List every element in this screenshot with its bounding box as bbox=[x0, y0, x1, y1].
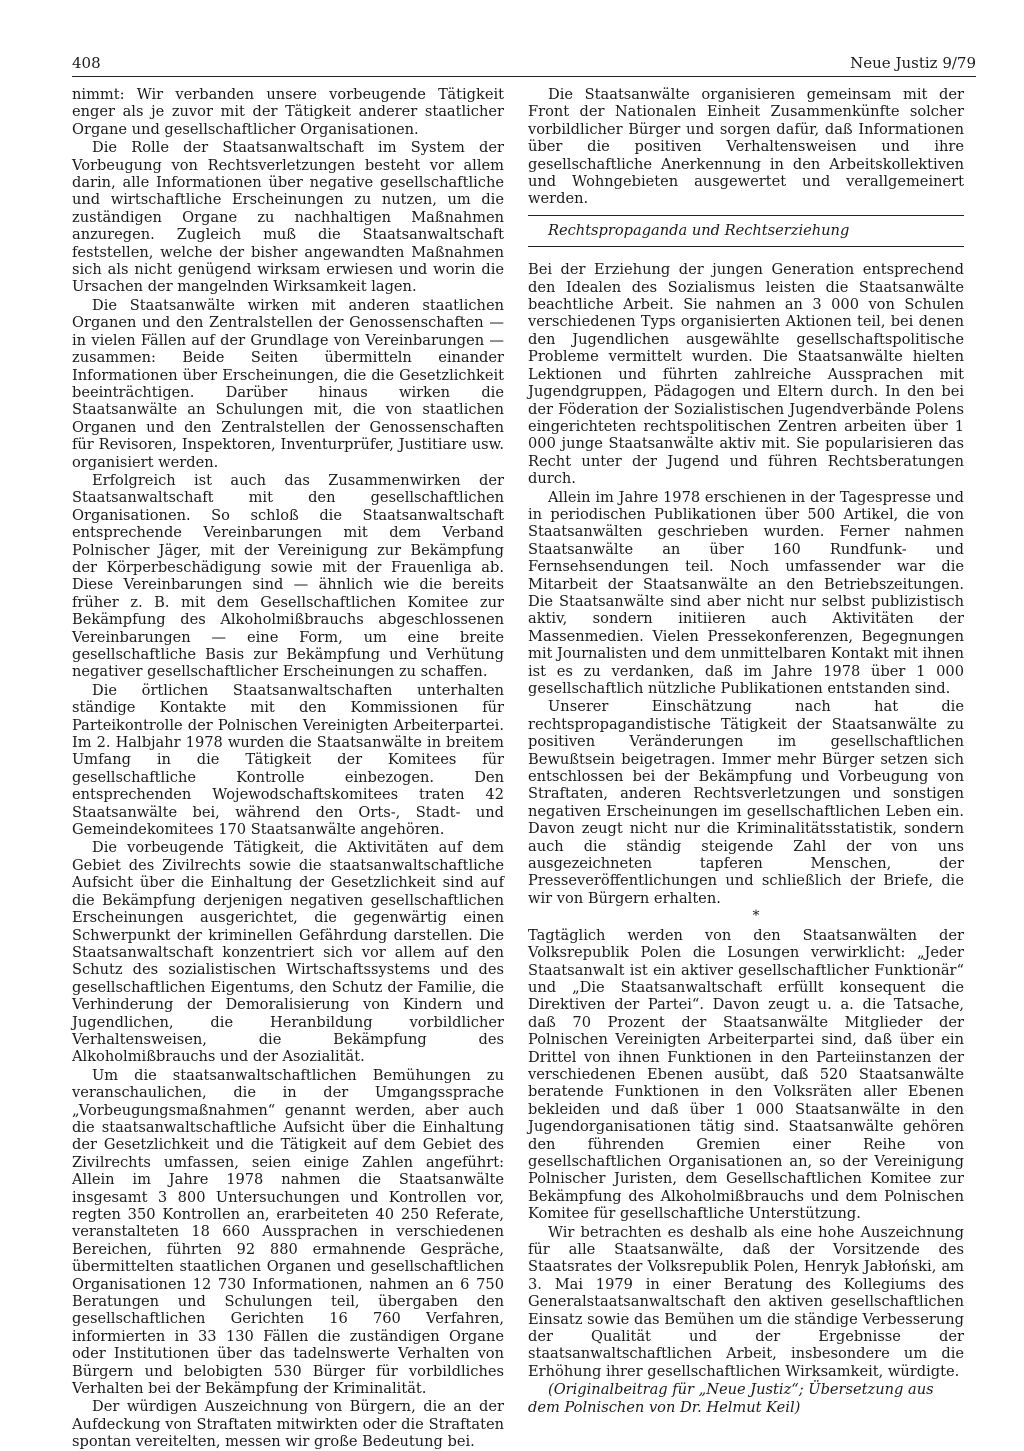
page-header bbox=[72, 54, 976, 76]
journal-issue: Neue Justiz 9/79 bbox=[850, 54, 976, 72]
header-rule bbox=[72, 76, 976, 77]
paragraph: Wir betrachten es deshalb als eine hohe Auszeichnung für alle Staatsanwälte, daß der Vorsitzende des Staatsrates der Volksrepublik Polen, Henryk Jabłoński, am 3. Mai 1979 in einer Beratung des Kollegiums des Generalstaatsanwaltschaft den aktiven gesellschaftlichen Einsatz sowie das Bemühen um die ständige Verbesserung der Qualität und der Ergebnisse der staatsanwaltschaftlichen Arbeit, insbesondere um die Erhöhung ihrer gesellschaftlichen Wirksamkeit, würdigte. bbox=[528, 1223, 964, 1380]
paragraph: nimmt: Wir verbanden unsere vorbeugende Tätigkeit enger als je zuvor mit der Tätigkeit anderer staatlicher Organe und gesellschaftlicher Organisationen. bbox=[72, 86, 504, 138]
paragraph: Die Staatsanwälte organisieren gemeinsam mit der Front der Nationalen Einheit Zusammenkünfte solcher vorbildlicher Bürger und sorgen dafür, daß Informationen über die positiven Verhaltensweisen und ihre gesellschaftliche Anerkennung in den Arbeitskollektiven und Wohngebieten ausgewertet und verallgemeinert werden. bbox=[528, 86, 964, 208]
translation-credit: (Originalbeitrag für „Neue Justiz“; Übersetzung aus dem Polnischen von Dr. Helmut Keil) bbox=[528, 1381, 934, 1416]
page-number: 408 bbox=[72, 54, 101, 72]
right-column bbox=[528, 86, 964, 1416]
paragraph: Die örtlichen Staatsanwaltschaften unterhalten ständige Kontakte mit den Kommissionen für Parteikontrolle der Polnischen Vereinigten Arbeiterpartei. Im 2. Halbjahr 1978 wurden die Staatsanwälte in breitem Umfang in die Tätigkeit der Komitees für gesellschaftliche Kontrolle einbezogen. Den entsprechenden Wojewodschaftskomitees traten 42 Staatsanwälte bei, während den Orts-, Stadt- und Gemeindekomitees 170 Staatsanwälte angehören. bbox=[72, 681, 504, 839]
paragraph: Die Rolle der Staatsanwaltschaft im System der Vorbeugung von Rechtsverletzungen besteht vor allem darin, alle Informationen über negative gesellschaftliche und wirtschaftliche Erscheinungen zu nutzen, um die zuständigen Organe zu nachhaltigen Maßnahmen anzuregen. Zugleich muß die Staatsanwaltschaft feststellen, welche der bisher angewandten Maßnahmen sich als nicht genügend wirksam erwiesen und worin die Ursachen der mangelnden Wirksamkeit lagen. bbox=[72, 139, 504, 296]
paragraph: Die vorbeugende Tätigkeit, die Aktivitäten auf dem Gebiet des Zivilrechts sowie die staatsanwaltschaftliche Aufsicht über die Einhaltung der Gesetzlichkeit sind auf die Bekämpfung derjenigen negativen gesellschaftlichen Erscheinungen ausgerichtet, die gegenwärtig einen Schwerpunkt der kriminellen Gefährdung darstellen. Die Staatsanwaltschaft konzentriert sich vor allem auf den Schutz des sozialistischen Wirtschaftssystems und des gesellschaftlichen Eigentums, den Schutz der Familie, die Verhinderung der Demoralisierung von Kindern und Jugendlichen, die Heranbildung vorbildlicher Verhaltensweisen, die Bekämpfung des Alkoholmißbrauchs und der Asozialität. bbox=[72, 839, 504, 1066]
section-rule-bottom bbox=[528, 246, 964, 247]
paragraph: Tagtäglich werden von den Staatsanwälten der Volksrepublik Polen die Losungen verwirklicht: „Jeder Staatsanwalt ist ein aktiver gesellschaftlicher Funktionär“ und „Die Staatsanwaltschaft erfüllt konsequent die Direktiven der Partei“. Davon zeugt u. a. die Tatsache, daß 70 Prozent der Staatsanwälte Mitglieder der Polnischen Vereinigten Arbeiterpartei sind, daß über ein Drittel von ihnen Funktionen in den Parteiinstanzen der verschiedenen Ebenen ausübt, daß 520 Staatsanwälte beratende Funktionen in den Volksräten aller Ebenen bekleiden und daß über 1 000 Staatsanwälte in den Jugendorganisationen tätig sind. Staatsanwälte gehören den führenden Gremien einer Reihe von gesellschaftlichen Organisationen an, so der Vereinigung Polnischer Juristen, dem Gesellschaftlichen Komitee zur Bekämpfung des Alkoholmißbrauchs und dem Polnischen Komitee für gesellschaftliche Unterstützung. bbox=[528, 926, 964, 1223]
paragraph: Der würdigen Auszeichnung von Bürgern, die an der Aufdeckung von Straftaten mitwirkten oder die Straftaten spontan vereitelten, messen wir große Bedeutung bei. bbox=[72, 1398, 504, 1451]
paragraph: Allein im Jahre 1978 erschienen in der Tagespresse und in periodischen Publikationen über 500 Artikel, die von Staatsanwälten geschrieben wurden. Ferner nahmen Staatsanwälte an über 160 Rundfunk- und Fernsehsendungen teil. Noch umfassender war die Mitarbeit der Staatsanwälte an den Betriebszeitungen. Die Staatsanwälte sind aber nicht nur selbst publizistisch aktiv, sondern initiieren auch Aktivitäten der Massenmedien. Vielen Pressekonferenzen, Begegnungen mit Journalisten und dem unmittelbaren Kontakt mit ihnen ist es zu verdanken, daß im Jahre 1978 über 1 000 gesellschaftlich nützliche Publikationen entstanden sind. bbox=[528, 488, 964, 697]
spacer bbox=[528, 253, 964, 261]
section-heading: Rechtspropaganda und Rechtserziehung bbox=[548, 221, 850, 239]
paragraph: Die Staatsanwälte wirken mit anderen staatlichen Organen und den Zentralstellen der Genossenschaften — in vielen Fällen auf der Grundlage von Vereinbarungen — zusammen: Beide Seiten übermitteln einander Informationen über Erscheinungen, die die Gesetzlichkeit beeinträchtigen. Darüber hinaus wirken die Staatsanwälte an Schulungen mit, die von staatlichen Organen und den Zentralstellen der Genossenschaften für Revisoren, Inspektoren, Inventurprüfer, Justitiare usw. organisiert werden. bbox=[72, 296, 504, 471]
paragraph: Unserer Einschätzung nach hat die rechtspropagandistische Tätigkeit der Staatsanwälte zu positiven Veränderungen im gesellschaftlichen Bewußtsein beigetragen. Immer mehr Bürger setzen sich entschlossen bei der Bekämpfung und Vorbeugung von Straftaten, anderen Rechtsverletzungen und sonstigen negativen Erscheinungen im gesellschaftlichen Leben ein. Davon zeugt nicht nur die Kriminalitätsstatistik, sondern auch die ständig steigende Zahl der von uns ausgezeichneten tapferen Menschen, der Presseveröffentlichungen und schließlich der Briefe, die wir von Bürgern erhalten. bbox=[528, 698, 964, 907]
paragraph: Erfolgreich ist auch das Zusammenwirken der Staatsanwaltschaft mit den gesellschaftlichen Organisationen. So schloß die Staatsanwaltschaft entsprechende Vereinbarungen mit dem Verband Polnischer Jäger, mit der Vereinigung zur Bekämpfung der Körperbeschädigung sowie mit der Frauenliga ab. Diese Vereinbarungen sind — ähnlich wie die bereits früher z. B. mit dem Gesellschaftlichen Komitee zur Bekämpfung des Alkoholmißbrauchs abgeschlossenen Vereinbarungen — eine Form, um eine breite gesellschaftliche Basis zur Bekämpfung und Verhütung negativer gesellschaftlicher Erscheinungen zu schaffen. bbox=[72, 471, 504, 681]
paragraph: Um die staatsanwaltschaftlichen Bemühungen zu veranschaulichen, die in der Umgangssprache „Vorbeugungsmaßnahmen“ genannt werden, aber auch die staatsanwaltschaftliche Aufsicht über die Einhaltung der Gesetzlichkeit und die Tätigkeit auf dem Gebiet des Zivilrechts umfassen, seien einige Zahlen angeführt: Allein im Jahre 1978 nahmen die Staatsanwälte insgesamt 3 800 Untersuchungen und Kontrollen vor, regten 350 Kontrollen an, erarbeiteten 40 250 Referate, veranstalteten 18 660 Aussprachen in verschiedenen Bereichen, führten 92 880 ermahnende Gespräche, übermittelten staatlichen Organen und gesellschaftlichen Organisationen 12 730 Informationen, nahmen an 6 750 Beratungen und Schulungen teil, übergaben den gesellschaftlichen Gerichten 16 760 Verfahren, informierten in 33 130 Fällen die zuständigen Organe oder Institutionen über das tadelnswerte Verhalten von Bürgern und belobigten 530 Bürger für vorbildliches Verhalten bei der Bekämpfung der Kriminalität. bbox=[72, 1066, 504, 1398]
left-column bbox=[72, 86, 504, 1451]
section-rule-top bbox=[528, 215, 964, 216]
section-separator: * bbox=[752, 908, 760, 925]
paragraph: Bei der Erziehung der jungen Generation entsprechend den Idealen des Sozialismus leisten die Staatsanwälte beachtliche Arbeit. Sie nahmen an 3 000 von Schulen verschiedenen Typs organisierten Aktionen teil, bei denen den Jugendlichen ausgewählte gesellschaftspolitische Probleme vermittelt wurden. Die Staatsanwälte hielten Lektionen und führten zahlreiche Aussprachen mit Jugendgruppen, Pädagogen und Eltern durch. In den bei der Föderation der Sozialistischen Jugendverbände Polens eingerichteten rechtspolitischen Zentren arbeiten über 1 000 junge Staatsanwälte aktiv mit. Sie popularisieren das Recht unter der Jugend und führen Rechtsberatungen durch. bbox=[528, 261, 964, 488]
